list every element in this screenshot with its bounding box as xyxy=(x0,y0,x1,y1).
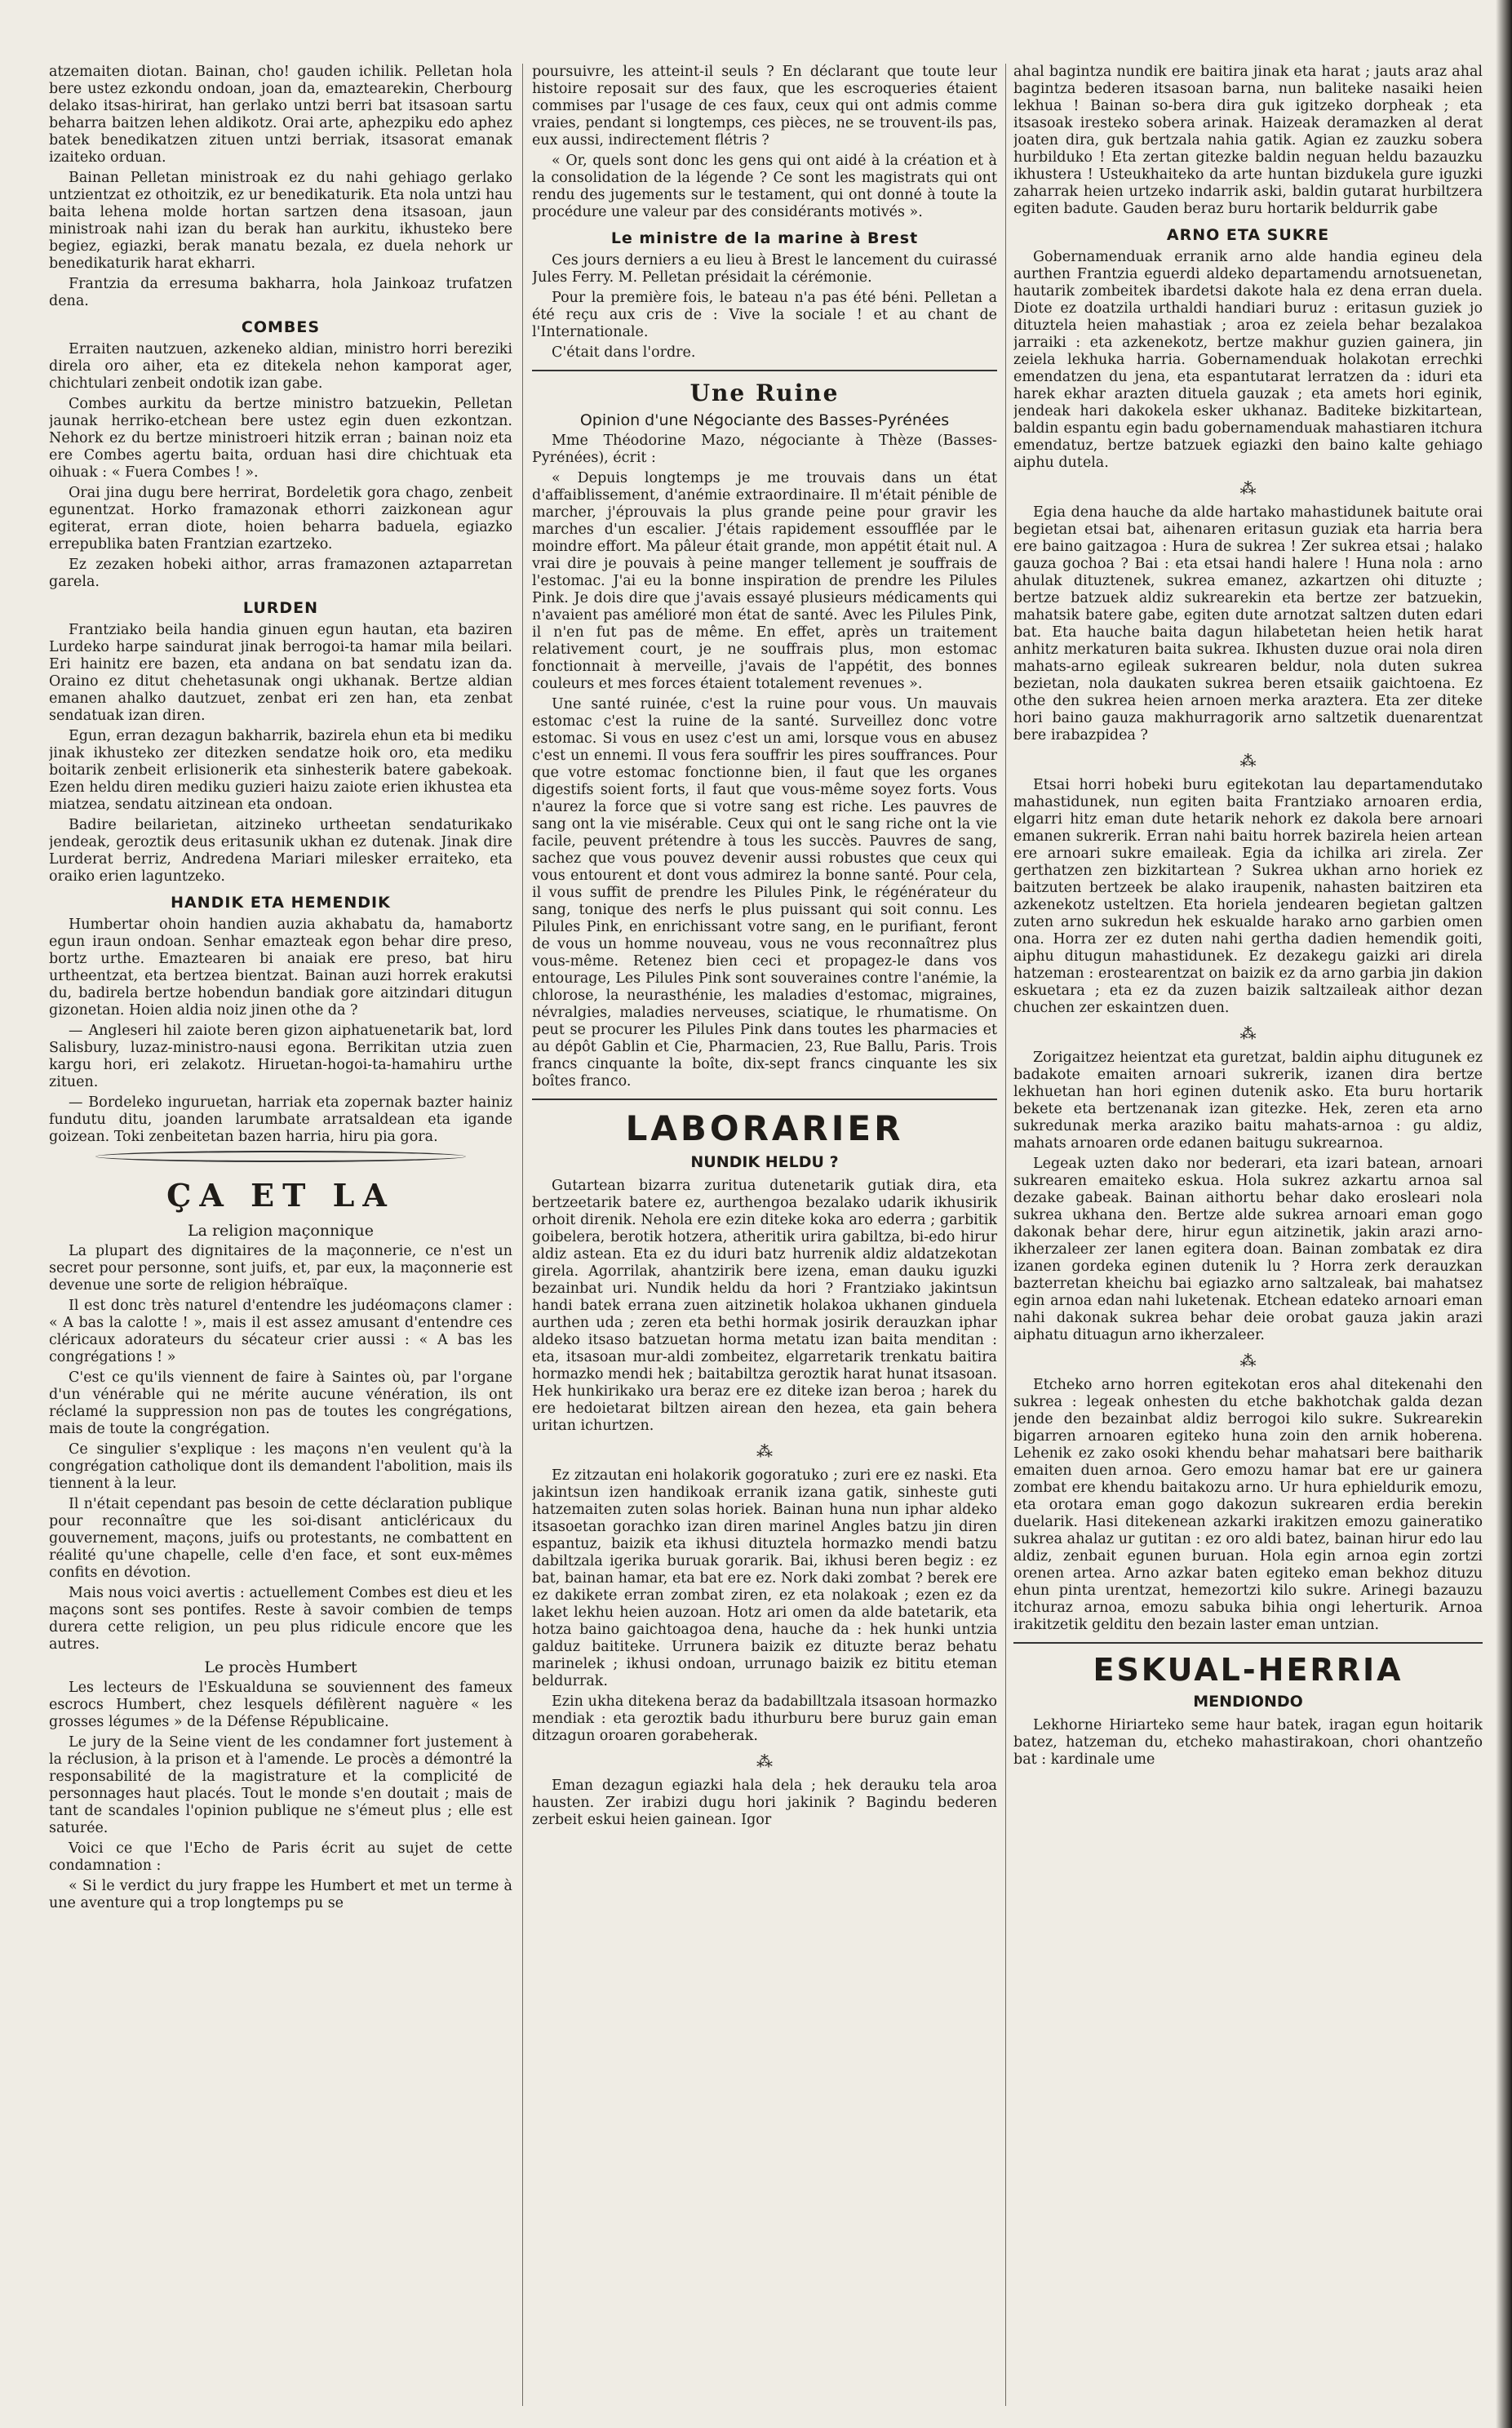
asterism-ornament: ⁂ xyxy=(1239,478,1257,498)
advert-subtitle: Opinion d'une Négociante des Basses-Pyrénées xyxy=(579,411,950,429)
asterism-ornament: ⁂ xyxy=(1239,1351,1257,1370)
column-rule xyxy=(1005,64,1006,2406)
paragraph: La plupart des dignitaires de la maçonnerie, ce n'est un secret pour personne, sont juifs, et, par eux, la maçonnerie est devenue une sorte de religion hébraïque. xyxy=(49,1243,512,1294)
asterism-ornament: ⁂ xyxy=(1239,751,1257,770)
paragraph: Frantzia da erresuma bakharra, hola Jainkoaz trufatzen dena. xyxy=(49,276,512,309)
paragraph: Ce singulier s'explique : les maçons n'en veulent qu'à la congrégation catholique dont ils demandent l'abolition, mais ils tiennent à la leur. xyxy=(49,1441,512,1492)
section-heading: LURDEN xyxy=(242,599,319,617)
paragraph: Frantziako beila handia ginuen egun hautan, eta baziren Lurdeko harpe saindurat jinak berrogoi-ta hamar mila beilari. Eri hainitz ere bazen, eta andana on bat sendatu izan da. Oraino ez ditut chehetasunak ongi ukhanak. Bertze aldian emanen ahalko dautzuet, zenbat eri zen han, eta zenbat sendatuak izan diren. xyxy=(49,622,512,724)
column-3 xyxy=(1013,64,1483,2422)
section-heading: Le procès Humbert xyxy=(204,1658,357,1676)
paragraph: Ez zitzautan eni holakorik gogoratuko ; zuri ere ez naski. Eta jakintsun izen handikoak erranik izana gatik, sinheste guti hatzemaiten zuten solas horiek. Bainan huna nun iphar aldeko itsasoetan gorachko izan diren marinel Angles batzu jin diren espantuz, baizik eta ikhusi dituztela hormazko mendi batzu dabiltzala igerika buruak gorarik. Bai, ikhusi beren begiz : ez bat, bainan hamar, eta bat ere ez. Nork daki zombat ? berek ere ez dakikete erran zombat ziren, ez eta nolakoak ; ezen ez da laket lekhu heien auzoan. Hotz ari omen da alde batetarik, eta hotza baino gaichtoagoa dena, hauche da : hek hunki untzia galduz baititeke. Urrunera baizik ez dituzte beraz behatu marinelek ; ikhusi ondoan, urrunago baizik ez bititu eteman beldurrak. xyxy=(532,1467,997,1689)
paragraph: Zorigaitzez heientzat eta guretzat, baldin aiphu ditugunek ez badakote emaiten arnoari sukrerik, izanen dira bertze lekhuetan han hori eginen dutenik asko. Eta buru hortarik bekete eta bertzenanak izan gitezke. Hek, zeren eta arno sukredunak merka araziko baitu mahats-arnoa : gu aldiz, mahats arnoaren orde edanen baitugu sukrearnoa. xyxy=(1013,1050,1483,1152)
paragraph: atzemaiten diotan. Bainan, cho! gauden ichilik. Pelletan hola bere ustez ezkondu ondoan, joan da, emaztearekin, Cherbourg delako itsas-hirirat, han gerlako untzi berri bat itsasoan sartu beharra baitzen lehen aldikotz. Orai arte, aphezpiku edo aphez batek benedikatzen zituen untzi berriak, itsasorat emanak izaiteko orduan. xyxy=(49,64,512,166)
paragraph: Erraiten nautzuen, azkeneko aldian, ministro horri bereziki direla oro aiher, eta ez ditekela nehon kamporat ager, chichtulari zenbeit ondotik izan gabe. xyxy=(49,341,512,392)
paragraph: Mme Théodorine Mazo, négociante à Thèze (Basses-Pyrénées), écrit : xyxy=(532,433,997,466)
paragraph: Etcheko arno horren egitekotan eros ahal ditekenahi den sukrea : legeak onhesten du etche bakhotchak galda dezan jende den bezainbat aldiz berrogoi kilo sukre. Sukrearekin bigarren arnoaren egiteko huna zoin den arnik hoberena. Lehenik ez zako osoki khendu behar mahatsari bere baitharik emaiten duen arnoa. Gero emozu hamar bat ere ur gainera zombat ere khendu baitakozu arno. Ur hura ephieldurik emozu, eta orotara eman gogo dakozun sukrearen erdia berekin duelarik. Hasi ditekenean azkarki irakitzen emozu gaineratiko sukrea ahalaz ur gutitan : ez oro aldi batez, bainan hirur edo lau aldiz, zenbait egunen buruan. Hola egin arnoa egin zortzi orenen artea. Arno azkar baten egiteko eman bekhoz dituzu ehun pinta urentzat, hemezortzi kilo sukre. Arinegi bazauzu itchuraz arnoa, emozu sabuka bihia ongi leherturik. Arnoa irakitzetik gelditu den bezain laster eman untzian. xyxy=(1013,1377,1483,1633)
column-rule xyxy=(522,64,523,2406)
section-heading: ARNO ETA SUKRE xyxy=(1166,226,1330,244)
paragraph: ahal bagintza nundik ere baitira jinak eta harat ; jauts araz ahal bagintza bederen itsasoan barna, nun baliteke nasaiki heien lekhua ! Bainan so-bera dira guk igitzeko dorpheak ; eta itsasoak iresteko sobera arinak. Haizeak deramazken al derat joaten dira, guk bertzala nahia gatik. Agian ez zauzku sobera hurbilduko ! Eta zertan gitezke baldin neguan heldu bazauzku ikhustera ! Usteukhaiteko da arte huntan bizdukela gure iguzki zaharrak heien urtzeko indarrik aski, baldin gutarat hurbiltzera egiten badute. Gauden beraz buru hortarik beldurrik gabe xyxy=(1013,64,1483,217)
paragraph: poursuivre, les atteint-il seuls ? En déclarant que toute leur histoire reposait sur des faux, que les escroqueries étaient commises par l'usage de ces faux, ceux qui ont admis comme vraies, pendant si longtemps, ces pièces, ne se trouvent-ils pas, eux aussi, indirectement flétris ? xyxy=(532,64,997,149)
paragraph: Legeak uzten dako nor bederari, eta izari batean, arnoari sukrearen emaiteko eskua. Hola sukrez azkartu arnoa sal dezake gabeak. Bainan aithortu behar dako erosleari nola sukrea ukhana den. Bertze alde sukrea arnoari eman gogo dakonak behar dere, hirur egun aitzinetik, jakin arazi arno-ikherzaleer zer lanen egitera doan. Bainan zombatak ez dira izanen gordeka eginen dutenik lu ? Horra zerk derauzkan bazterretan kheichu bai egiazko arno saltzaleak, bai mahatsez egin arnoa edan nahi luketenak. Etchean edateko arnoari eman nahi dakonak sukrea behar deie orobat gauza jakin arazi aiphatu dituagun arno ikherzaleer. xyxy=(1013,1156,1483,1343)
paragraph: Le jury de la Seine vient de les condamner fort justement à la réclusion, à la prison et à l'amende. Le procès a démontré la responsabilité de la magistrature et la complicité de personnages haut placés. Tout le monde s'en doutait ; mais de tant de scandales l'opinion publique ne s'émeut plus ; elle est saturée. xyxy=(49,1734,512,1836)
paragraph: Humbertar ohoin handien auzia akhabatu da, hamabortz egun iraun ondoan. Senhar emazteak egon behar dire preso, bortz urthe. Emaztearen bi anaiak ere preso, bat hiru urtheentzat, eta bertzea bientzat. Bainan auzi horrek erakutsi du, badirela bertze hobendun bandiak gore aitzindari ditugun gizonetan. Hoien aldia noiz jinen othe da ? xyxy=(49,917,512,1019)
paragraph: « Si le verdict du jury frappe les Humbert et met un terme à une aventure qui a trop longtemps pu se xyxy=(49,1878,512,1911)
masthead-eskual-herria: ESKUAL-HERRIA xyxy=(1093,1652,1403,1688)
paragraph: — Angleseri hil zaiote beren gizon aiphatuenetarik bat, lord Salisbury, luzaz-ministro-nausi egona. Berrikitan utzia zuen kargu hori, eri zelakotz. Hiruetan-hogoi-ta-hamahiru urthe zituen. xyxy=(49,1023,512,1090)
divider xyxy=(532,370,997,371)
paragraph: Egia dena hauche da alde hartako mahastidunek baitute orai begietan etsai bat, aihenaren eritasun guziak eta harria bera ere baino gaitzagoa : Hura de sukrea ! Zer sukrea etsai ; halako gauza gochoa ? Bai : eta etsai handi halere ! Huna nola : arno ahulak dituztenek, sukrea emanez, azkartzen ohi dituzte ; bertze batzuek aldiz sukrearekin eta bertze zer batzuekin, mahatsik batere gabe, egiten dute arnotzat saltzen duten edari bat. Eta hauche baita dagun hilabetetan heien hetik harat anhitz merkaturen baita sukrea. Ikhusten duzue orai nola diren mahats-arno egileak sukrearen beldur, nola duten sukrea bezietan, nola daukaten sukrea beren etsaiik gaichtoena. Ez othe den sukrea heien arnoen merka araztera. Eta zer diteke hori baino gauza makhurragorik arno saltzetik duenarentzat bere irabazpidea ? xyxy=(1013,504,1483,743)
paragraph: Voici ce que l'Echo de Paris écrit au sujet de cette condamnation : xyxy=(49,1840,512,1874)
paragraph: Il n'était cependant pas besoin de cette déclaration publique pour reconnaître que les soi-disant anticléricaux du gouvernement, maçons, juifs ou protestants, ne combattent en réalité qu'une chapelle, celle d'en face, et sont eux-mêmes confits en dévotion. xyxy=(49,1496,512,1581)
section-heading: NUNDIK HELDU ? xyxy=(690,1153,839,1171)
advert-title: Une Ruine xyxy=(689,380,840,406)
paragraph: Etsai horri hobeki buru egitekotan lau departamendutako mahastidunek, nun egiten baita Frantziako arnoaren erdia, elgarri hitz eman dute hetarik nehork ez dakola bere arnoari emanen sukrerik. Erran nahi baitu horrek bazirela heien artean ere arnoari sukre emaileak. Egia da ichilka ari zirela. Zer gerthatzen zen bizkitartean ? Sukrea ukhan arno horiek ez baitzuten bertzeek be alako iraupenik, nahasten baitziren eta azkenekotz usteltzen. Eta horiela jendearen begietan galtzen zuten arno sukredun hek eskualde harako arno garbien omen ona. Horra zer ez duten nahi gertha dadien hemendik goiti, aiphu ditugun mahastidunek. Ez dezakegu gaizki ari direla hatzeman : erostearentzat on baizik ez da arno garbia jin dakion eskuetara ; eta ez da zuzen baizik saltzaileak aithor dezan chuchen zer eskaintzen duen. xyxy=(1013,777,1483,1016)
paragraph: Ces jours derniers a eu lieu à Brest le lancement du cuirassé Jules Ferry. M. Pelletan présidait la cérémonie. xyxy=(532,252,997,286)
paragraph: Eman dezagun egiazki hala dela ; hek derauku tela aroa hausten. Zer irabizi dugu hori jakinik ? Bagindu bederen zerbeit eskui heien gainean. Igor xyxy=(532,1778,997,1828)
column-1 xyxy=(49,64,512,2422)
masthead-ca-et-la: ÇA ET LA xyxy=(166,1177,395,1214)
section-heading: MENDIONDO xyxy=(1193,1693,1303,1711)
masthead-laborarier: LABORARIER xyxy=(625,1108,904,1148)
paragraph: « Or, quels sont donc les gens qui ont aidé à la création et à la consolidation de la légende ? Ce sont les magistrats qui ont rendu des jugements sur le testament, qui ont donné à toute la procédure une valeur par des considérants motivés ». xyxy=(532,153,997,220)
paragraph: Gutartean bizarra zuritua dutenetarik gutiak dira, eta bertzeetarik batere ez, aurthengoa bezalako udarik ikhusirik orhoit direnik. Nehola ere ezin diteke koka aro ederra ; garbitik goibelera, berotik hotzera, atheritik urira gabiltza, bi-edo hirur aldiz astean. Eta ez du iduri batz hurrenik aldiz aldatzekotan girela. Agorrilak, ahantzirik bere izena, eman dauku iguzki bezainbat uri. Nundik heldu da hori ? Frantziako jakintsun handi batek errana zuen aitzinetik holakoa ukhanen ginduela aurthen uda ; zeren eta bethi hormak josirik derauzkan iphar aldeko itsaso batzuetan horma metatu izan baita menditan : eta, itsasoan mur-aldi zombeitez, elgarretarik trenkatu baitira hormazko mendi hek ; baitabiltza geroztik harat hunat itsasoan. Hek hunkirikako ura beraz ere ez diteke izan beroa ; harek du ere hedoietarat biltzen airean den hezea, eta gain behera uritan ichurtzen. xyxy=(532,1178,997,1434)
page-edge-shadow xyxy=(1496,0,1512,2428)
paragraph: C'était dans l'ordre. xyxy=(552,344,696,361)
paragraph: Une santé ruinée, c'est la ruine pour vous. Un mauvais estomac c'est la ruine de la santé. Surveillez donc votre estomac. Si vous en usez c'est un ami, lorsque vous en abusez c'est un ennemi. Il vous fera souffrir les pires souffrances. Pour que votre estomac fonctionne bien, il faut que les organes digestifs soient forts, il faut que vous-même soyez forts. Vous n'aurez la force que si votre sang est riche. Les pauvres de sang ont la vie misérable. Ceux qui ont le sang riche ont la vie facile, peuvent prétendre à tous les succès. Pauvres de sang, sachez que vous pouvez devenir aussi robustes que ceux qui vous entourent et dont vous admirez la bonne santé. Pour cela, il vous suffit de prendre les Pilules Pink, le régénérateur du sang, tonique des nerfs le plus puissant qui soit connu. Les Pilules Pink, en enrichissant votre sang, en le purifiant, feront de vous un homme nouveau, vous ne vous reconnaîtrez plus vous-même. Retenez bien ceci et propagez-le dans vos entourage, Les Pilules Pink sont souveraines contre l'anémie, la chlorose, la neurasthénie, les maladies d'estomac, migraines, névralgies, maladies nerveuses, sciatique, le rhumatisme. On peut se procurer les Pilules Pink dans toutes les pharmacies et au dépôt Gablin et Cie, Pharmacien, 23, Rue Ballu, Paris. Trois francs cinquante la boîte, dix-sept francs cinquante les six boîtes franco. xyxy=(532,696,997,1090)
asterism-ornament: ⁂ xyxy=(1239,1023,1257,1043)
section-heading: HANDIK ETA HEMENDIK xyxy=(171,894,391,912)
column-2 xyxy=(532,64,997,2422)
section-heading: COMBES xyxy=(241,318,321,336)
paragraph: Mais nous voici avertis : actuellement Combes est dieu et les maçons sont ses pontifes. Reste à savoir combien de temps durera cette religion, un peu plus ridicule encore que les autres. xyxy=(49,1585,512,1653)
paragraph: Ez zezaken hobeki aithor, arras framazonen aztaparretan garela. xyxy=(49,557,512,590)
paragraph: Ezin ukha ditekena beraz da badabilltzala itsasoan hormazko mendiak : eta geroztik badu ithurburu bere buruz gain eman ditzagun oroaren gorabeherak. xyxy=(532,1693,997,1744)
paragraph: Gobernamenduak erranik arno alde handia egineu dela aurthen Frantzia eguerdi aldeko departamendu arnotsuenetan, hautarik zombeitek ibardetsi dakote hala ez dena erran duela. Diote ez doatzila urthaldi handiari buruz : eritasun guziek jo dituztela heien mahastiak ; aroa ez zeiela behar bezalakoa jarraiki : eta azkenekotz, bertze makhur guzien gainera, jin zeiela lekhuka harria. Gobernamenduak holakotan errechki emendatzen du jena, eta espantutarat lerratzen da : iduri eta harek ekhar arazten dituela gauzak ; eta amets hori eginik, jendeak hari dakokela esker ukhanaz. Baditeke bizkitartean, baldin espantu egin badu gobernamenduak mahastiaren itchura emendatuz, bertze batzuek egiazki den baino kalte gehiago aiphu dutela. xyxy=(1013,249,1483,471)
asterism-ornament: ⁂ xyxy=(756,1441,773,1461)
divider xyxy=(532,1099,997,1100)
paragraph: — Bordeleko inguruetan, harriak eta zopernak bazter hainiz fundutu ditu, joanden larumbate arratsaldean eta igande goizean. Toki zenbeitetan bazen harria, hiru pia gora. xyxy=(49,1094,512,1145)
divider xyxy=(1013,1642,1483,1644)
paragraph: Egun, erran dezagun bakharrik, bazirela ehun eta bi mediku jinak ikhusteko zer ditezken sendatze hoik oro, eta mediku boitarik zenbeit erlisionerik eta sinhesterik batere gabekoak. Ezen heldu diren mediku guzieri haizu zaiote erien ikhustea eta miatzea, sendatu aitzinean eta ondoan. xyxy=(49,728,512,813)
paragraph: Les lecteurs de l'Eskualduna se souviennent des fameux escrocs Humbert, chez lesquels défilèrent naguère « les grosses légumes » de la Défense Républicaine. xyxy=(49,1680,512,1730)
section-heading: La religion maçonnique xyxy=(187,1222,375,1240)
paragraph: C'est ce qu'ils viennent de faire à Saintes où, par l'organe d'un vénérable qui ne mérite aucune vénération, ils ont réclamé la suppression non pas de toutes les congrégations, mais de toute la congrégation. xyxy=(49,1369,512,1437)
paragraph: Combes aurkitu da bertze ministro batzuekin, Pelletan jaunak herriko-etchean bere ustez egin duen ezkontzan. Nehork ez du bertze ministroeri hitzik erran ; bainan noiz eta ere Combes agertu baita, orduan hasi dire chichtuak eta oihuak : « Fuera Combes ! ». xyxy=(49,396,512,481)
paragraph: « Depuis longtemps je me trouvais dans un état d'affaiblissement, d'anémie extraordinaire. Il m'était pénible de marcher, j'éprouvais la plus grande peine pour gravir les marches d'un escalier. J'étais rapidement essoufflée par le moindre effort. Ma pâleur était grande, mon appétit était nul. A vrai dire je pouvais à peine manger tellement je souffrais de l'estomac. J'ai eu la bonne inspiration de prendre les Pilules Pink. Je dois dire que j'avais essayé plusieurs médicaments qui n'avaient pas amélioré mon état de santé. Avec les Pilules Pink, il n'en fut pas de même. En effet, après un traitement relativement court, je ne souffrais plus, mon estomac fonctionnait à merveille, j'avais de l'appétit, des bonnes couleurs et mes forces étaient totalement revenues ». xyxy=(532,470,997,692)
asterism-ornament: ⁂ xyxy=(756,1751,773,1771)
paragraph: Bainan Pelletan ministroak ez du nahi gehiago gerlako untzientzat ez othoitzik, ez ur benedikaturik. Eta nola untzi hau baita lehena molde hortan sartzen dena itsasoan, jaun ministroak nahi izan du berak han aurkitu, ikhusteko bere begiez, egiazki, berak manatu bezala, ez duela nehork ur benedikaturik harat ekharri. xyxy=(49,170,512,272)
paragraph: Il est donc très naturel d'entendre les judéomaçons clamer : « A bas la calotte ! », mais il est assez amusant d'entendre ces cléricaux adorateurs du sécateur crier aussi : « A bas les congrégations ! » xyxy=(49,1298,512,1365)
ornament-divider xyxy=(95,1151,466,1162)
paragraph: Lekhorne Hiriarteko seme haur batek, iragan egun hoitarik batez, hatzeman du, etcheko mahastirakoan, chori ohantzeño bat : kardinale ume xyxy=(1013,1717,1483,1768)
newspaper-page xyxy=(42,64,1487,2422)
section-heading: Le ministre de la marine à Brest xyxy=(610,229,919,247)
paragraph: Badire beilarietan, aitzineko urtheetan sendaturikako jendeak, geroztik deus eritasunik ukhan ez dutenak. Jinak dire Lurderat berriz, Andredena Mariari milesker erraiteko, eta oraiko erien laguntzeko. xyxy=(49,817,512,885)
paragraph: Orai jina dugu bere herrirat, Bordeletik gora chago, zenbeit egunentzat. Horko framazonak ethorri zaizkonean agur egiterat, erran diote, hoien beharra baduela, egiazko errepublika baten Frantzian ezartzeko. xyxy=(49,485,512,553)
paragraph: Pour la première fois, le bateau n'a pas été béni. Pelletan a été reçu aux cris de : Vive la sociale ! et au chant de l'Internationale. xyxy=(532,290,997,340)
